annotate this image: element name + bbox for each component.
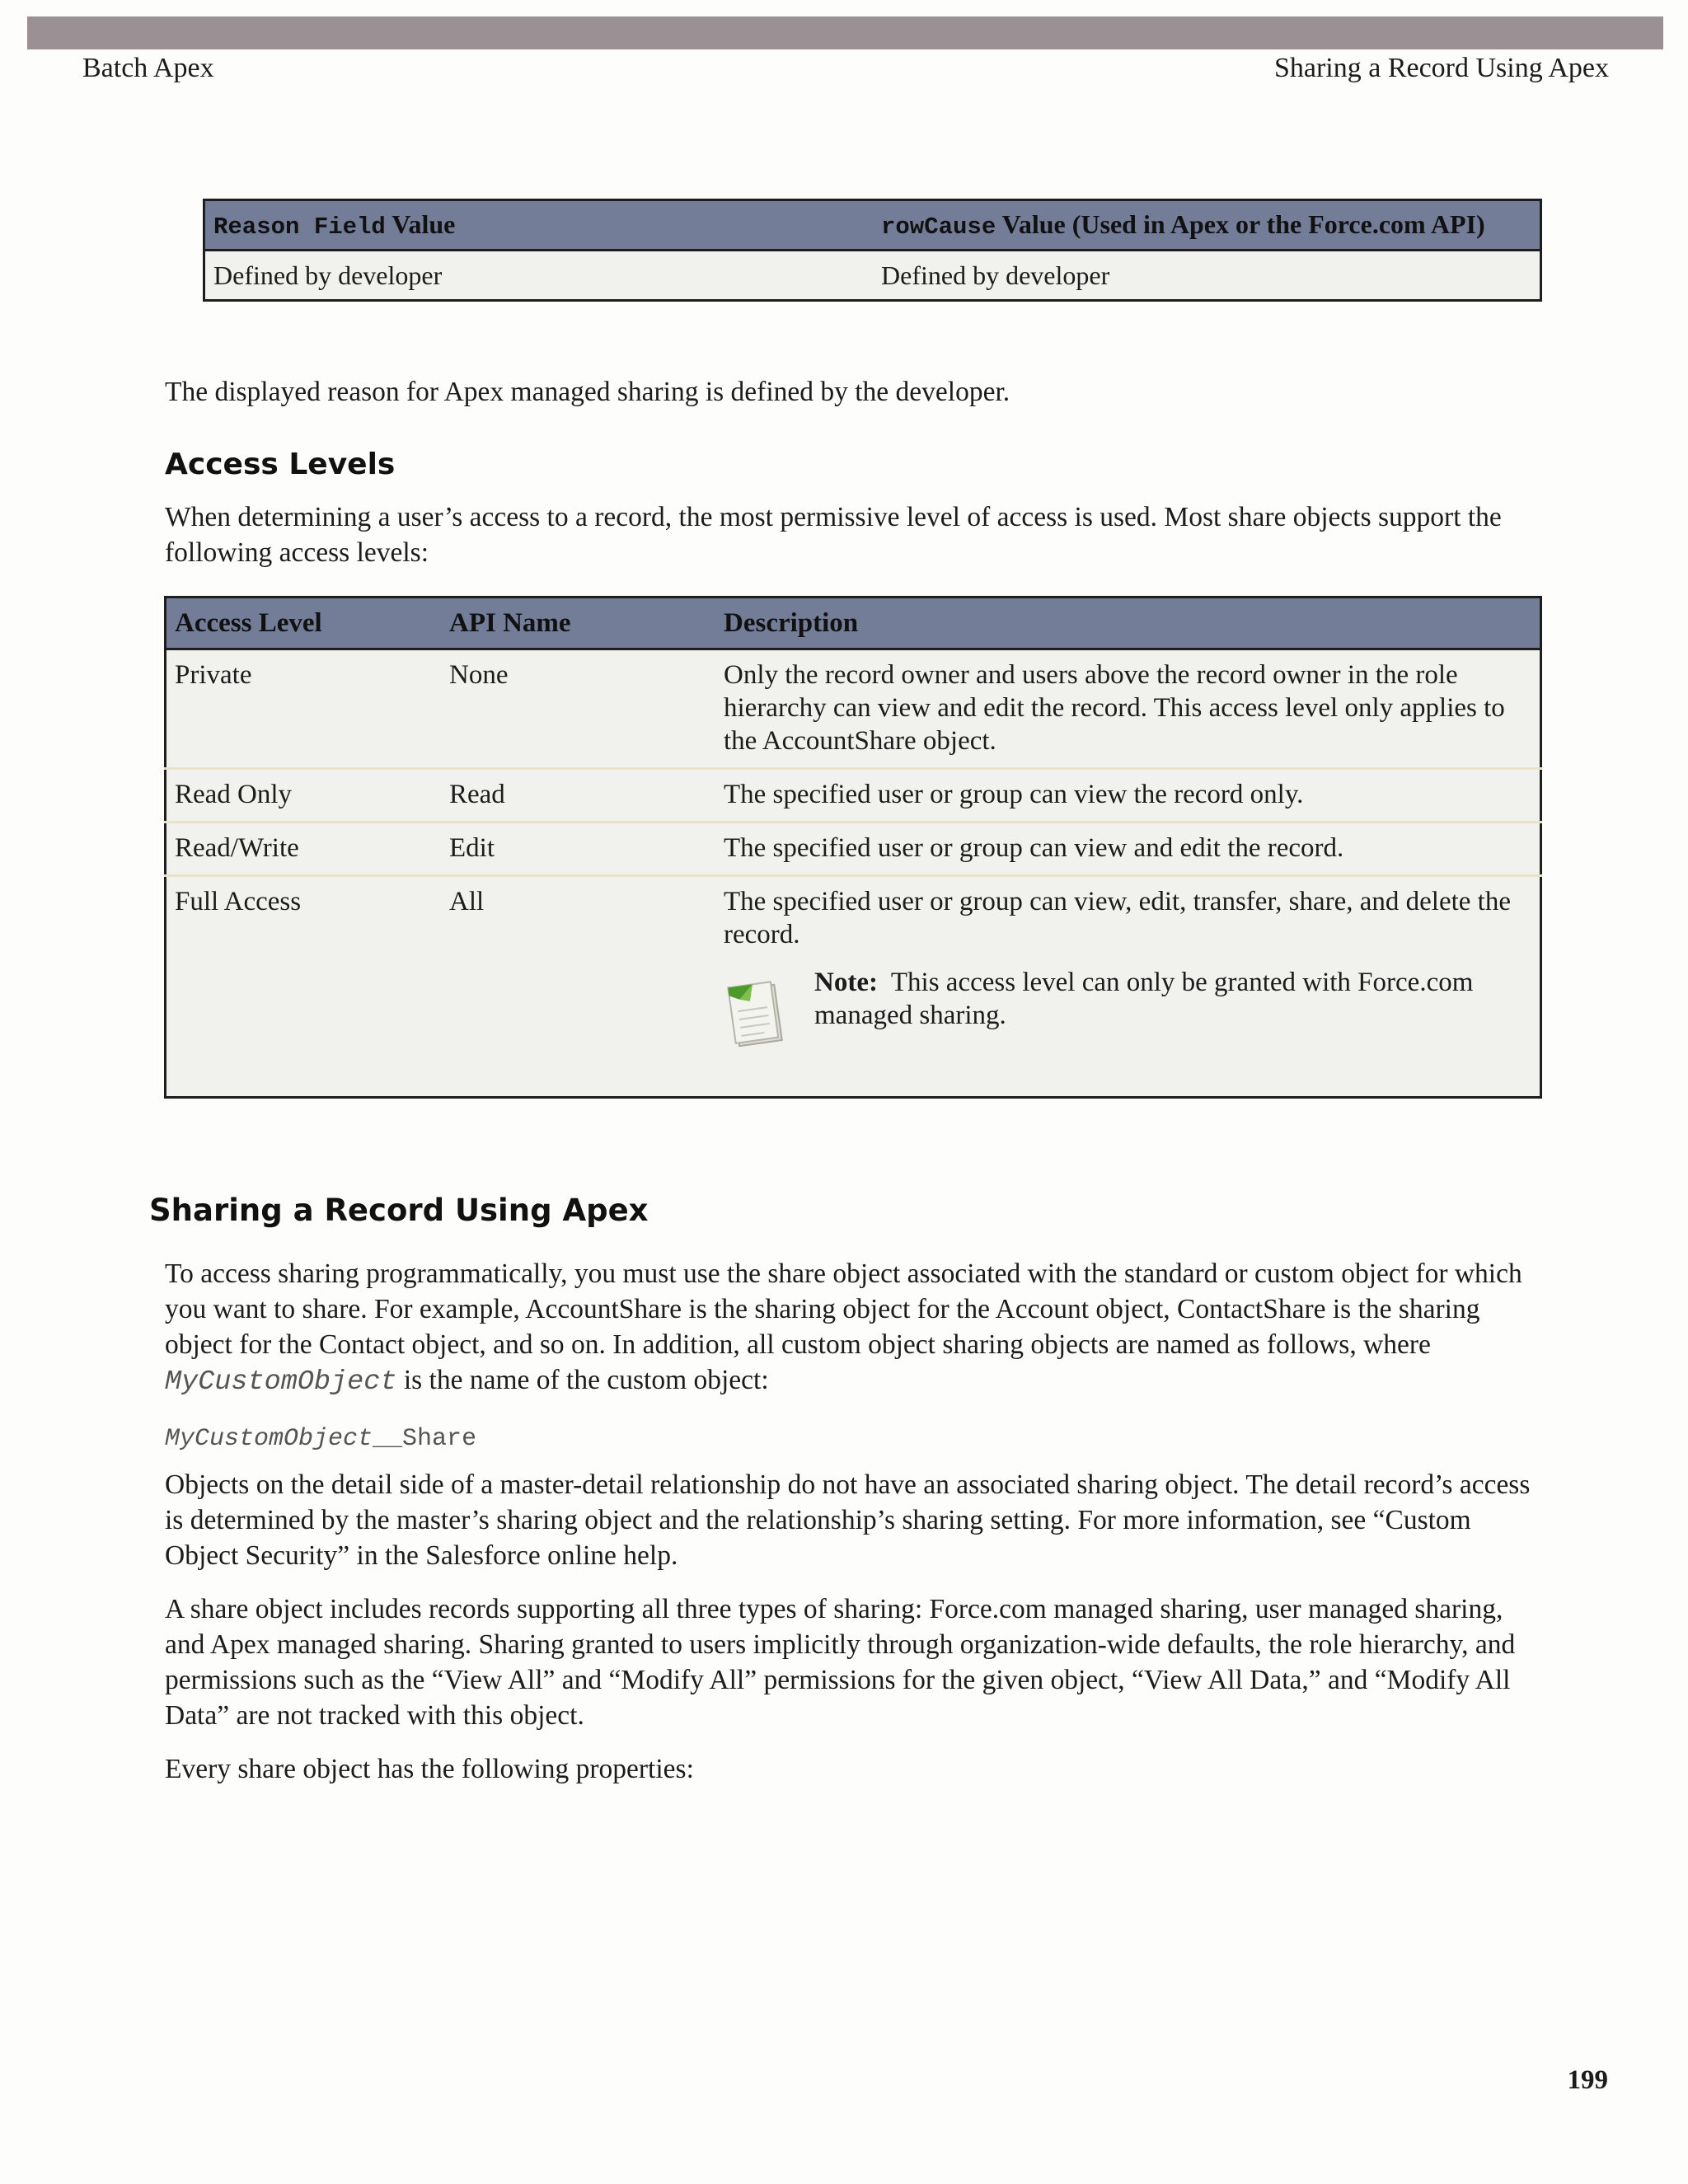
access-levels-table — [164, 596, 1542, 1099]
reason-note-paragraph: The displayed reason for Apex managed sharing is defined by the developer. — [165, 377, 1010, 407]
api-name-cell: Read — [441, 769, 715, 823]
column-header-api-name: API Name — [441, 598, 715, 649]
api-name-cell: Edit — [441, 823, 715, 876]
access-level-cell: Full Access — [166, 876, 442, 1098]
description-cell: Only the record owner and users above the record owner in the role hierarchy can view and edit the record. This access level only applies to the AccountShare object. — [715, 649, 1541, 769]
running-header-chapter: Batch Apex — [82, 53, 214, 83]
table-row — [166, 649, 1541, 769]
column-header-reason-field: Reason Field Value — [204, 200, 874, 251]
code-sample: MyCustomObject__Share — [165, 1425, 477, 1453]
access-level-cell: Read Only — [166, 769, 442, 823]
api-name-cell: None — [441, 649, 715, 769]
access-level-cell: Private — [166, 649, 442, 769]
table-cell: Defined by developer — [204, 251, 874, 301]
sharing-paragraph-3: A share object includes records supporting all three types of sharing: Force.com managed sharing, user managed sharing, and Apex managed sharing. Sharing granted to users implicitly through organization-wide defaults, the role hierarchy, and permissions such as the “View All” and “Modify All” permissions for the given object, “View All Data,” and “Modify All Data” are not tracked with this object. — [165, 1594, 1516, 1731]
access-levels-heading: Access Levels — [165, 448, 396, 481]
running-header-section: Sharing a Record Using Apex — [1273, 53, 1609, 83]
column-header-rowcause: rowCause Value (Used in Apex or the Force.com API) — [873, 200, 1541, 251]
table-row — [166, 823, 1541, 876]
sharing-paragraph-2: Objects on the detail side of a master-detail relationship do not have an associated sharing object. The detail record’s access is determined by the master’s sharing object and the relationship’s sharing setting. For more information, see “Custom Object Security” in the Salesforce online help. — [165, 1469, 1531, 1571]
table-row — [204, 251, 1541, 301]
page-number: 199 — [1567, 2065, 1608, 2095]
column-header-access-level: Access Level — [166, 598, 442, 649]
access-level-cell: Read/Write — [166, 823, 442, 876]
page-top-bar — [27, 16, 1663, 49]
note-callout — [724, 966, 1531, 1063]
column-header-description: Description — [715, 598, 1541, 649]
table-row — [166, 876, 1541, 1098]
note-icon — [724, 966, 814, 1063]
table-row — [166, 769, 1541, 823]
inline-code: MyCustomObject — [165, 1366, 397, 1398]
reason-field-table — [203, 199, 1542, 302]
description-cell — [715, 876, 1541, 1098]
sharing-paragraph-1: To access sharing programmatically, you must use the share object associated with the standard or custom object for which you want to share. For example, AccountShare is the sharing object for the Account object, ContactShare is the sharing object for the Contact object, and so on. In addition, all custom object sharing objects are named as follows, where MyCustomObject is the name of the custom object: — [165, 1258, 1522, 1398]
sharing-section-heading: Sharing a Record Using Apex — [149, 1193, 649, 1228]
note-text — [814, 966, 1531, 1032]
sharing-paragraph-4: Every share object has the following properties: — [165, 1754, 694, 1784]
description-cell: The specified user or group can view the record only. — [715, 769, 1541, 823]
note-label: Note: — [814, 968, 878, 997]
table-header-row — [204, 200, 1541, 251]
table-header-row — [166, 598, 1541, 649]
api-name-cell: All — [441, 876, 715, 1098]
table-cell: Defined by developer — [873, 251, 1541, 301]
note-body: This access level can only be granted with Force.com managed sharing. — [814, 968, 1474, 1030]
access-levels-intro: When determining a user’s access to a record, the most permissive level of access is used. Most share objects support the following access levels: — [165, 502, 1502, 568]
description-cell: The specified user or group can view and edit the record. — [715, 823, 1541, 876]
description-text: The specified user or group can view, edit, transfer, share, and delete the record. — [724, 887, 1511, 949]
